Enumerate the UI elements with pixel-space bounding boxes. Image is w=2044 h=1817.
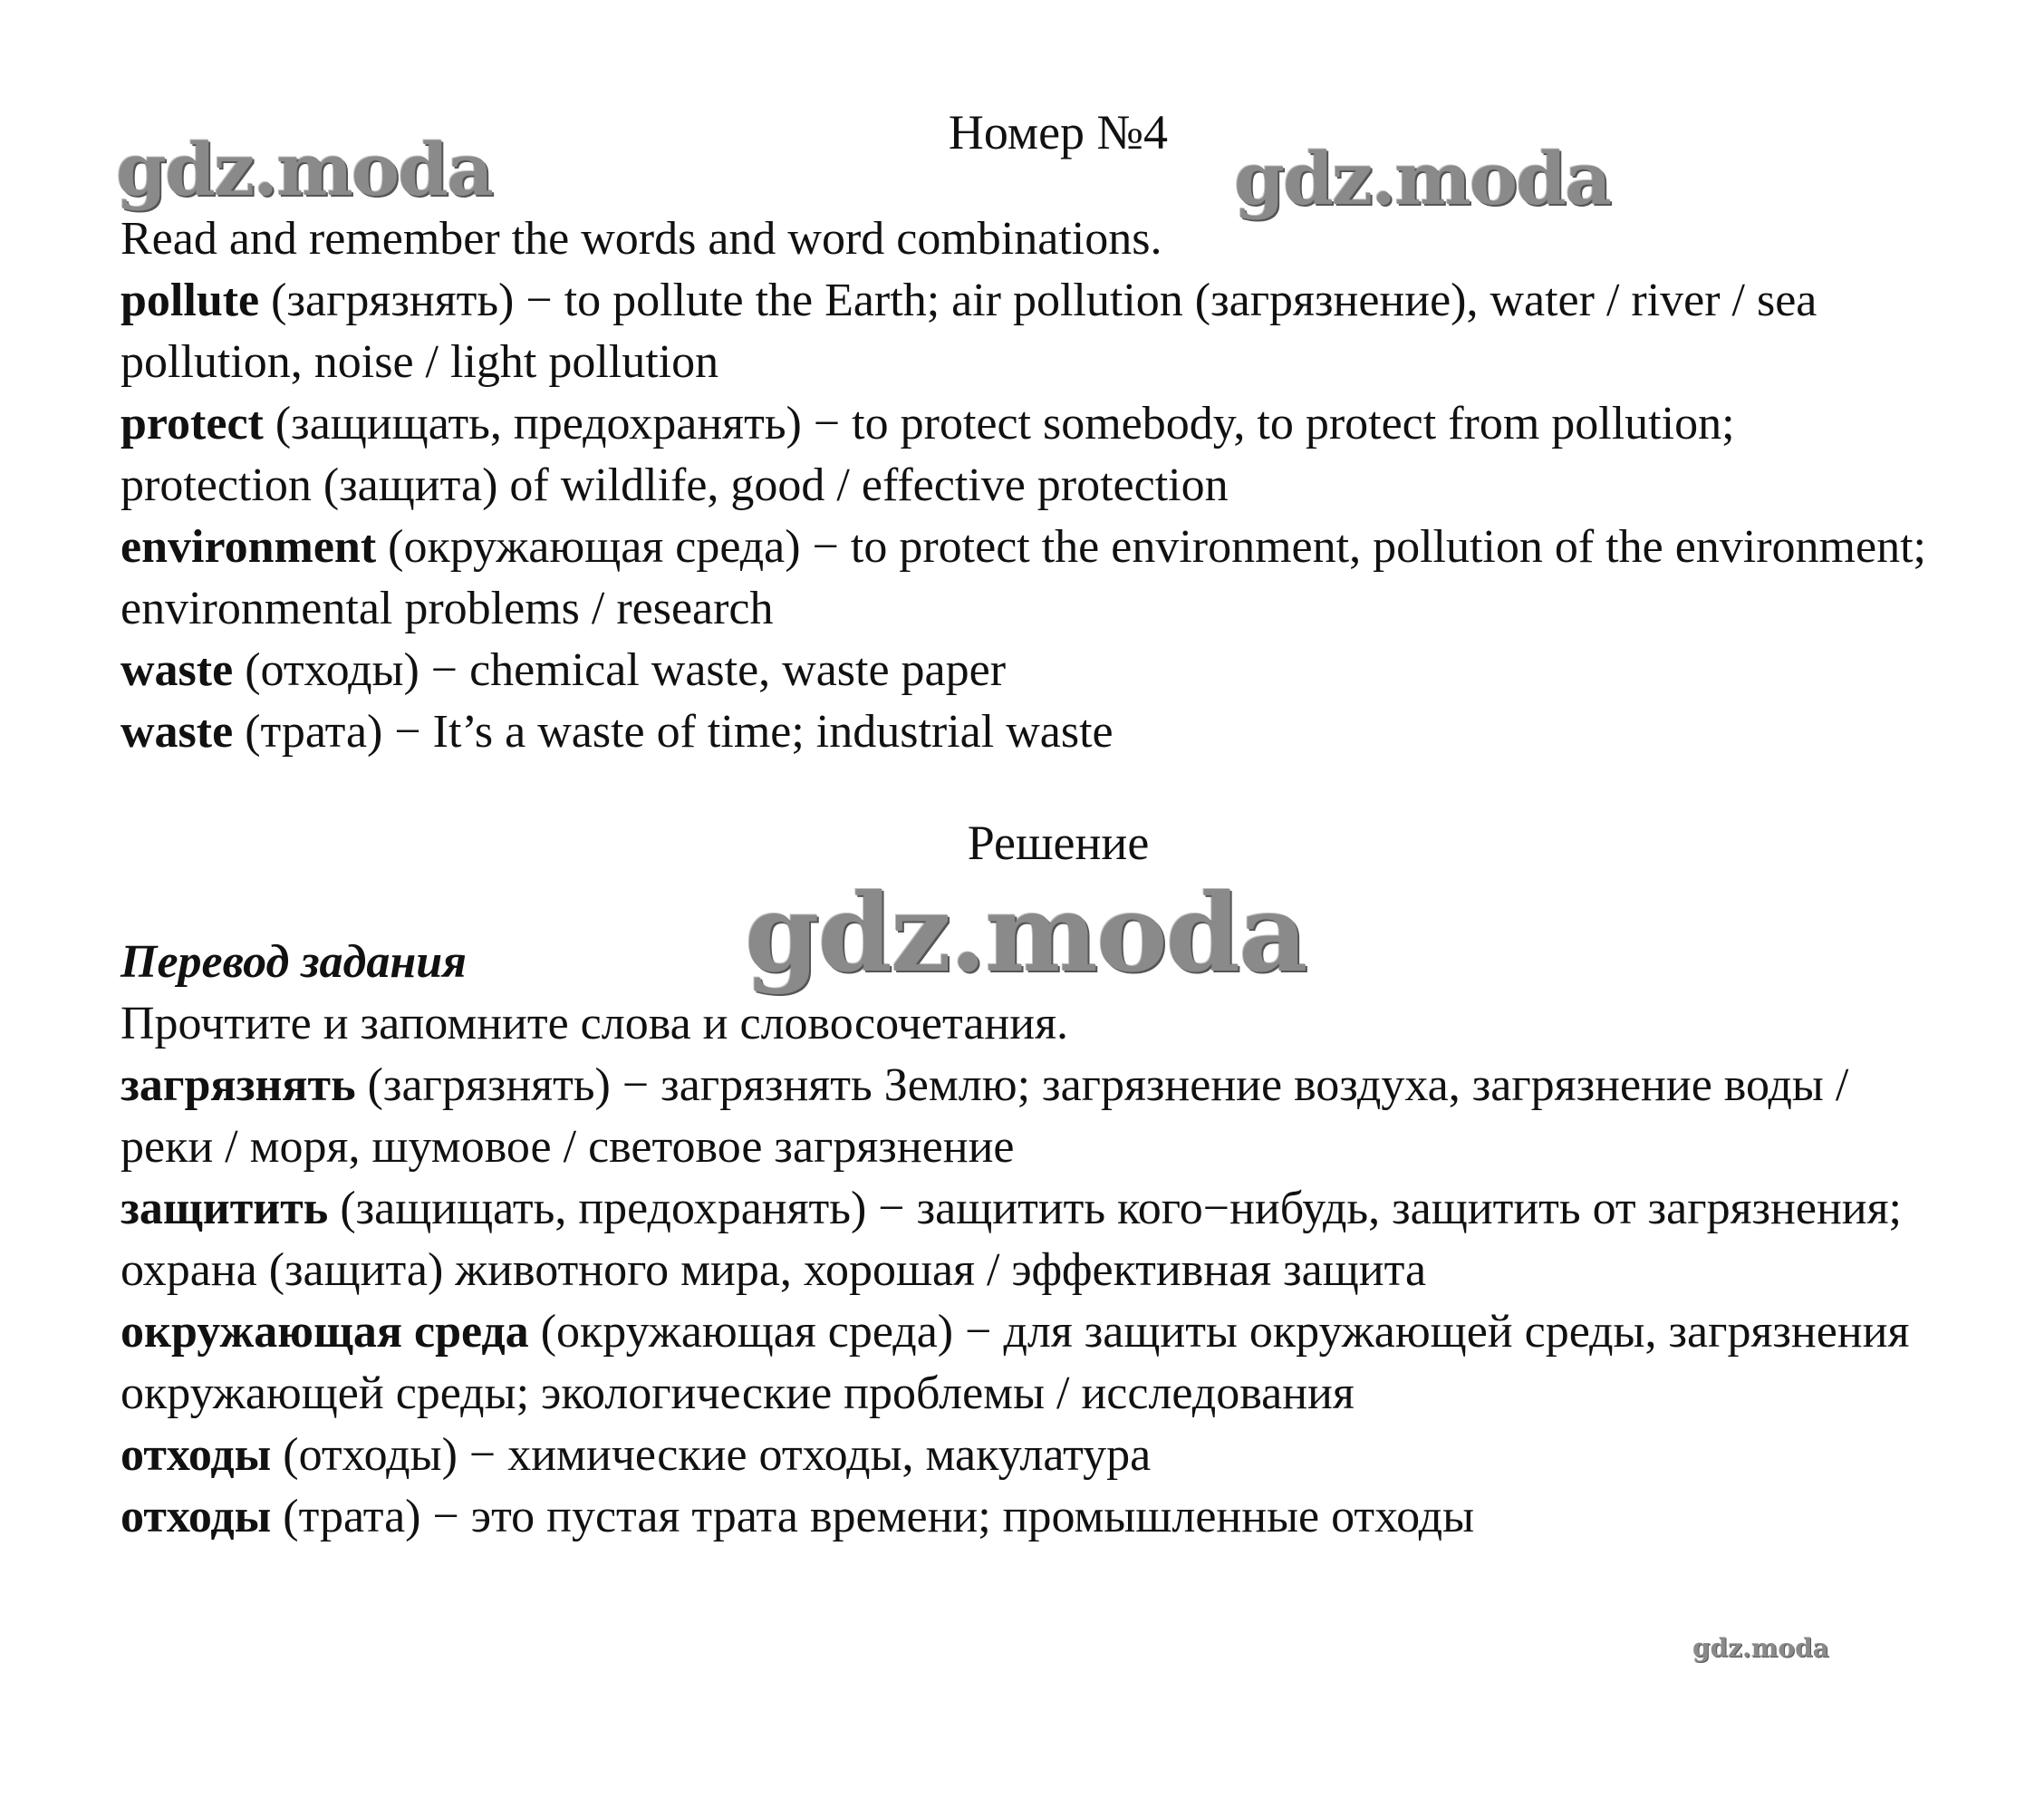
task-number-title: Номер №4 xyxy=(948,105,1169,159)
vocab-definition: (отходы) − химические отходы, макулатура xyxy=(271,1429,1152,1481)
vocab-definition: (окружающая среда) − to protect the environment, pollution of the environment; environmental problems / research xyxy=(121,521,1926,634)
vocab-word: environment xyxy=(121,521,377,573)
vocab-entry xyxy=(121,1301,1933,1425)
vocab-entry xyxy=(121,393,1933,517)
vocab-definition: (защищать, предохранять) − защитить кого−нибудь, защитить от загрязнения; охрана (защита) животного мира, хорошая / эффективная защита xyxy=(121,1183,1902,1296)
vocab-entry xyxy=(121,270,1933,393)
vocab-definition: (трата) − это пустая трата времени; промышленные отходы xyxy=(271,1491,1475,1542)
vocab-entry xyxy=(121,1055,1933,1178)
solution-title: Решение xyxy=(967,816,1150,870)
vocab-word: waste xyxy=(121,706,234,758)
vocab-entry xyxy=(121,1486,1933,1548)
vocab-definition: (окружающая среда) − для защиты окружающей среды, загрязнения окружающей среды; экологические проблемы / исследования xyxy=(121,1306,1910,1419)
vocab-word: pollute xyxy=(121,275,260,326)
vocab-entry xyxy=(121,517,1933,640)
watermark-logo: gdz.moda xyxy=(745,870,1306,996)
vocab-entry xyxy=(121,1178,1933,1301)
vocab-word: отходы xyxy=(121,1429,272,1481)
watermark-logo: gdz.moda xyxy=(1692,1633,1829,1663)
vocab-word: waste xyxy=(121,644,234,696)
vocab-definition: (защищать, предохранять) − to protect somebody, to protect from pollution; protection (защита) of wildlife, good / effective protection xyxy=(121,398,1735,511)
vocab-word: protect xyxy=(121,398,264,449)
task-instruction: Read and remember the words and word combinations. xyxy=(121,213,1162,265)
vocab-word: окружающая среда xyxy=(121,1306,529,1358)
vocab-entry xyxy=(121,701,1933,763)
translation-section xyxy=(121,932,1933,1548)
vocab-definition: (загрязнять) − to pollute the Earth; air pollution (загрязнение), water / river / sea pollution, noise / light pollution xyxy=(121,275,1817,388)
vocab-definition: (трата) − It’s a waste of time; industrial waste xyxy=(233,706,1114,758)
task-section xyxy=(121,208,1933,763)
vocab-definition: (отходы) − chemical waste, waste paper xyxy=(233,644,1007,696)
vocab-entry xyxy=(121,1425,1933,1486)
vocab-entry xyxy=(121,640,1933,701)
vocab-definition: (загрязнять) − загрязнять Землю; загрязнение воздуха, загрязнение воды / реки / моря, шумовое / световое загрязнение xyxy=(121,1059,1849,1173)
translation-instruction: Прочтите и запомните слова и словосочетания. xyxy=(121,998,1068,1049)
vocab-word: загрязнять xyxy=(121,1059,356,1111)
watermark-logo: gdz.moda xyxy=(1234,136,1610,221)
vocab-word: защитить xyxy=(121,1183,329,1234)
watermark-logo: gdz.moda xyxy=(116,127,492,212)
vocab-word: отходы xyxy=(121,1491,272,1542)
translation-title: Перевод задания xyxy=(121,936,467,988)
